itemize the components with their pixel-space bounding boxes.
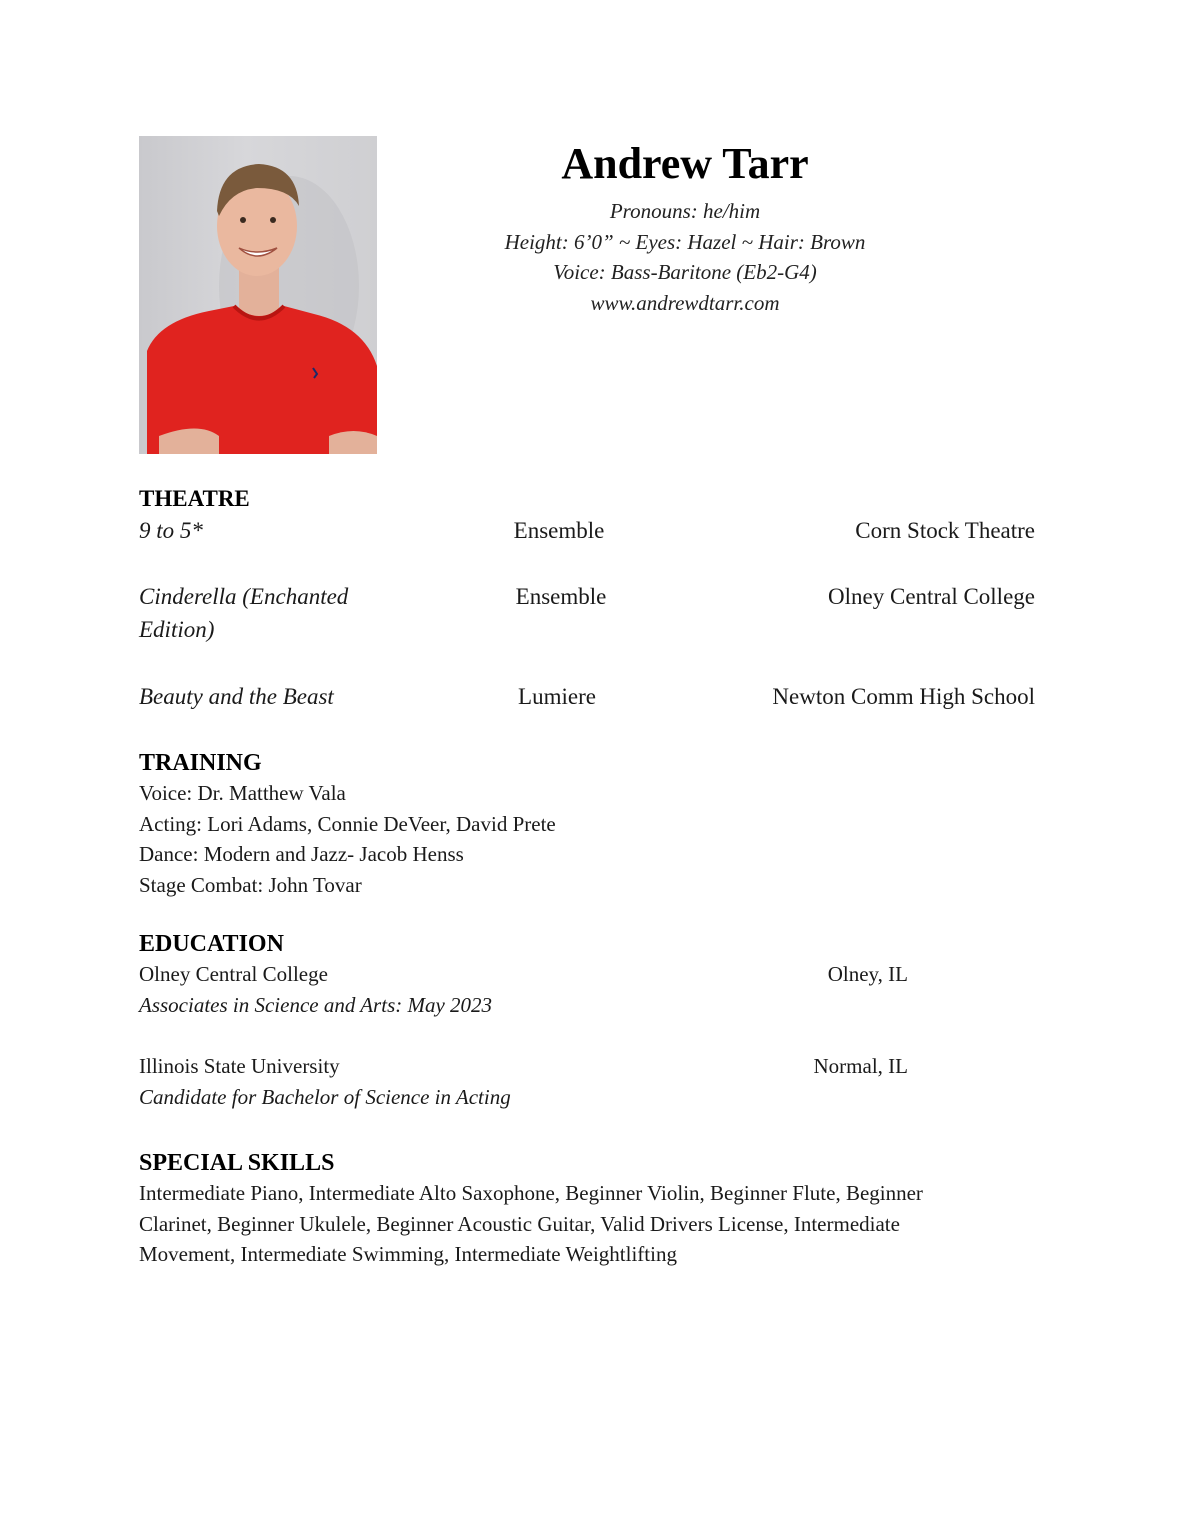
school-name: Illinois State University: [139, 1054, 340, 1078]
show-title: Beauty and the Beast: [139, 684, 334, 709]
theatre-credit-row: [139, 514, 1039, 547]
section-title-education: EDUCATION: [139, 931, 284, 957]
theatre-credit-row: [139, 680, 1039, 713]
role-name: Lumiere: [518, 684, 596, 709]
school-location: Olney, IL: [827, 962, 908, 986]
skills-line: Clarinet, Beginner Ukulele, Beginner Acoustic Guitar, Valid Drivers License, Intermediate: [139, 1211, 900, 1236]
school-location: Normal, IL: [813, 1054, 908, 1078]
skills-line: Movement, Intermediate Swimming, Intermediate Weightlifting: [139, 1242, 677, 1266]
pronouns-line: Pronouns: he/him: [609, 199, 761, 223]
resume-header: [440, 136, 930, 318]
venue-name: Newton Comm High School: [772, 684, 1035, 709]
show-title-continued: Edition): [139, 617, 215, 642]
role-name: Ensemble: [513, 518, 605, 543]
education-entry-header: [139, 1051, 1039, 1082]
education-section: [139, 929, 1039, 1112]
training-line: Stage Combat: John Tovar: [139, 872, 362, 897]
special-skills-section: [139, 1148, 1039, 1270]
venue-name: Olney Central College: [828, 584, 1035, 609]
venue-name: Corn Stock Theatre: [855, 518, 1035, 543]
role-name: Ensemble: [515, 584, 607, 609]
website-link[interactable]: www.andrewdtarr.com: [590, 290, 780, 315]
degree-detail: Candidate for Bachelor of Science in Acting: [139, 1084, 511, 1109]
degree-detail: Associates in Science and Arts: May 2023: [139, 992, 493, 1017]
theatre-credit-row-continuation: [139, 613, 1039, 646]
training-line: Voice: Dr. Matthew Vala: [139, 781, 346, 805]
section-title-theatre: THEATRE: [139, 486, 250, 511]
training-line: Dance: Modern and Jazz- Jacob Henss: [139, 842, 464, 866]
training-line: Acting: Lori Adams, Connie DeVeer, David Prete: [139, 811, 556, 836]
voice-type-line: Voice: Bass-Baritone (Eb2-G4): [553, 260, 817, 284]
section-title-special-skills: SPECIAL SKILLS: [139, 1150, 335, 1176]
skills-line: Intermediate Piano, Intermediate Alto Saxophone, Beginner Violin, Beginner Flute, Beginner: [139, 1181, 923, 1205]
actor-name: Andrew Tarr: [561, 139, 809, 188]
physical-stats-line: Height: 6’0” ~ Eyes: Hazel ~ Hair: Brown: [504, 229, 866, 254]
education-entry-header: [139, 959, 1039, 990]
theatre-section: [139, 484, 1039, 713]
training-section: [139, 748, 1039, 900]
headshot-photo: [139, 136, 377, 454]
school-name: Olney Central College: [139, 962, 328, 986]
show-title: Cinderella (Enchanted: [139, 584, 349, 609]
theatre-credit-row: [139, 580, 1039, 613]
show-title: 9 to 5*: [139, 518, 203, 543]
section-title-training: TRAINING: [139, 750, 262, 776]
